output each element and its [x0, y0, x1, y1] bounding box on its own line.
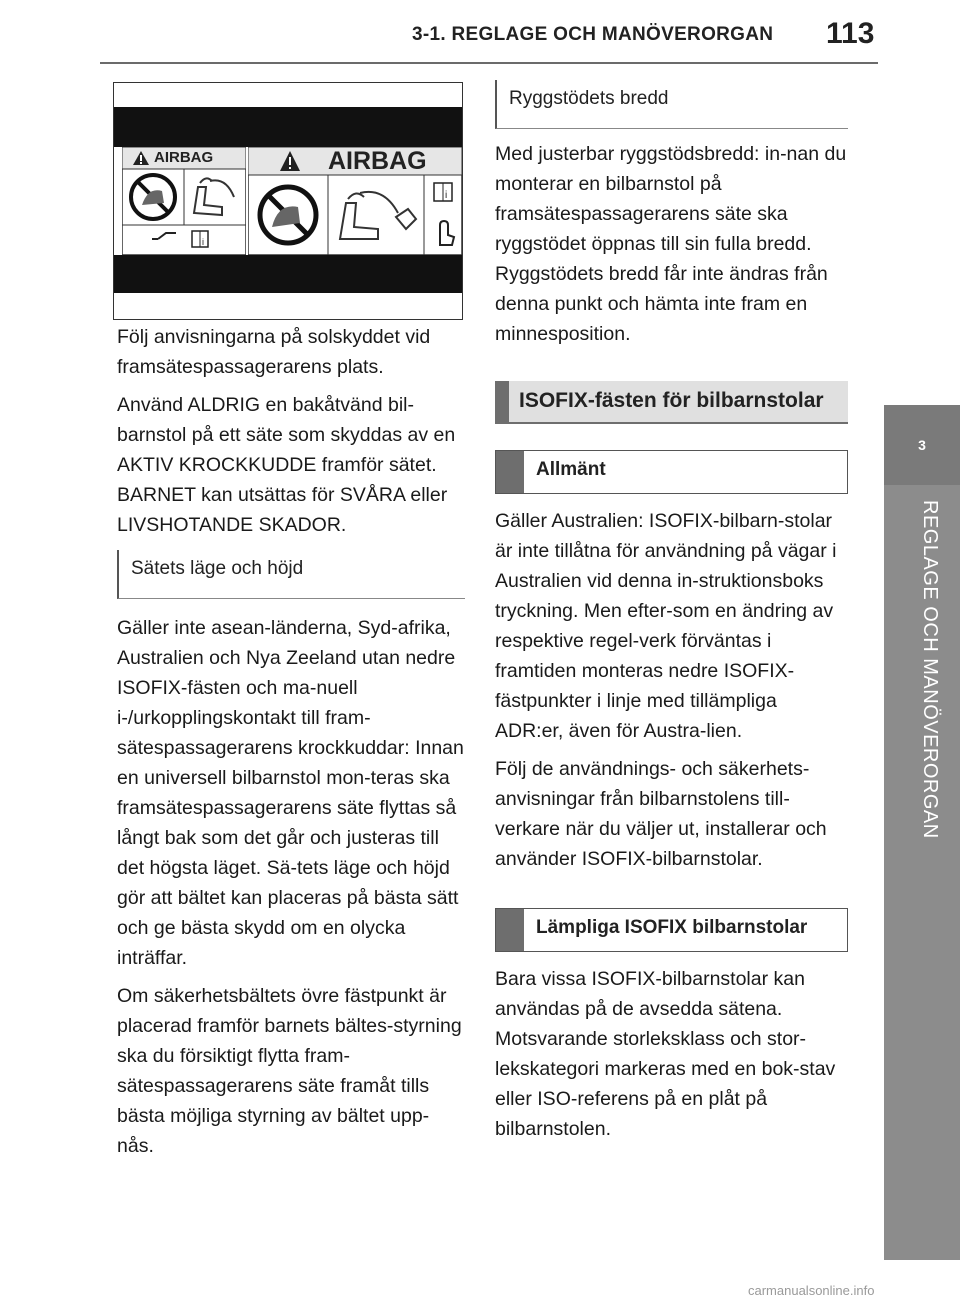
box-heading-general: Allmänt — [495, 450, 848, 494]
chapter-number: 3 — [884, 405, 960, 485]
svg-text:i: i — [202, 237, 204, 247]
paragraph-manufacturer-instructions: Följ de användnings- och säkerhets-anvisningar från bilbarnstolens till-verkare när du väljer ut, installerar och använder ISOFIX-bilbarnstolar. — [495, 758, 827, 870]
small-airbag-text: AIRBAG — [154, 149, 214, 166]
large-airbag-text: AIRBAG — [328, 147, 427, 175]
right-column — [495, 80, 848, 1152]
watermark-text: carmanualsonline.info — [748, 1283, 875, 1298]
paragraph-sun-visor: Följ anvisningarna på solskyddet vid framsätespassagerarens plats. — [117, 326, 431, 378]
figure-bottom-band — [114, 255, 462, 293]
svg-text:i: i — [445, 190, 448, 201]
paragraph-airbag-warning: Använd ALDRIG en bakåtvänd bil-barnstol på ett säte som skyddas av en AKTIV KROCKKUDDE framför sätet. BARNET kan utsättas för SVÅRA eller LIVSHOTANDE SKADOR. — [117, 394, 456, 536]
chapter-title: 3-1. REGLAGE OCH MANÖVERORGAN — [412, 24, 774, 45]
left-column — [117, 322, 465, 1169]
subheading-backrest-width: Ryggstödets bredd — [495, 80, 848, 129]
box-heading-suitable-isofix: Lämpliga ISOFIX bilbarnstolar — [495, 908, 848, 952]
header-rule — [100, 62, 878, 64]
section-heading-isofix: ISOFIX-fästen för bilbarnstolar — [495, 381, 848, 424]
paragraph-seat-position: Gäller inte asean-länderna, Syd-afrika, Australien och Nya Zeeland utan nedre ISOFIX-fästen och ma-nuell i-/urkopplingskontakt till fram-sätespassagerarens krockkuddar: Innan en universell bilbarnstol mon-teras ska framsätespassagerarens säte flyttas så långt bak som det går och justeras till det högsta läget. Sä-tets läge och höjd gör att bältet kan placeras på bästa sätt och ge bästa skydd om en olycka inträffar. — [117, 617, 464, 969]
paragraph-belt-guide: Om säkerhetsbältets övre fästpunkt är placerad framför barnets bältes-styrning ska du försiktigt flytta fram-sätespassagerarens säte framåt tills bästa möjliga styrning av bältet upp-nås. — [117, 985, 462, 1157]
chapter-side-label: REGLAGE OCH MANÖVERORGAN — [919, 500, 941, 839]
paragraph-backrest-width: Med justerbar ryggstödsbredd: in-nan du monterar en bilbarnstol på framsätespassagerarens säte ska ryggstödet öppnas till sin fulla bredd. Ryggstödets bredd får inte ändras från denna punkt och hämta inte fram en minnesposition. — [495, 143, 847, 345]
paragraph-australia: Gäller Australien: ISOFIX-bilbarn-stolar är inte tillåtna för användning på vägar i Australien vid denna in-struktionsboks tryckning. Men efter-som en ändring av respektive regel-verk förväntas i framtiden monteras nedre ISOFIX-fästpunkter i linje med tillämpliga ADR:er, även för Austra-lien. — [495, 510, 837, 742]
page-header — [0, 0, 960, 64]
paragraph-isofix-plate: Bara vissa ISOFIX-bilbarnstolar kan användas på de avsedda sätena. Motsvarande storleksklass och stor-lekskategori markeras med en bok-stav eller ISO-referens på en plåt på bilbarnstolen. — [495, 968, 836, 1140]
page-number: 113 — [826, 17, 875, 50]
subheading-seat-position: Sätets läge och höjd — [117, 550, 465, 599]
figure-top-band — [114, 107, 462, 147]
airbag-warning-figure — [113, 82, 463, 320]
